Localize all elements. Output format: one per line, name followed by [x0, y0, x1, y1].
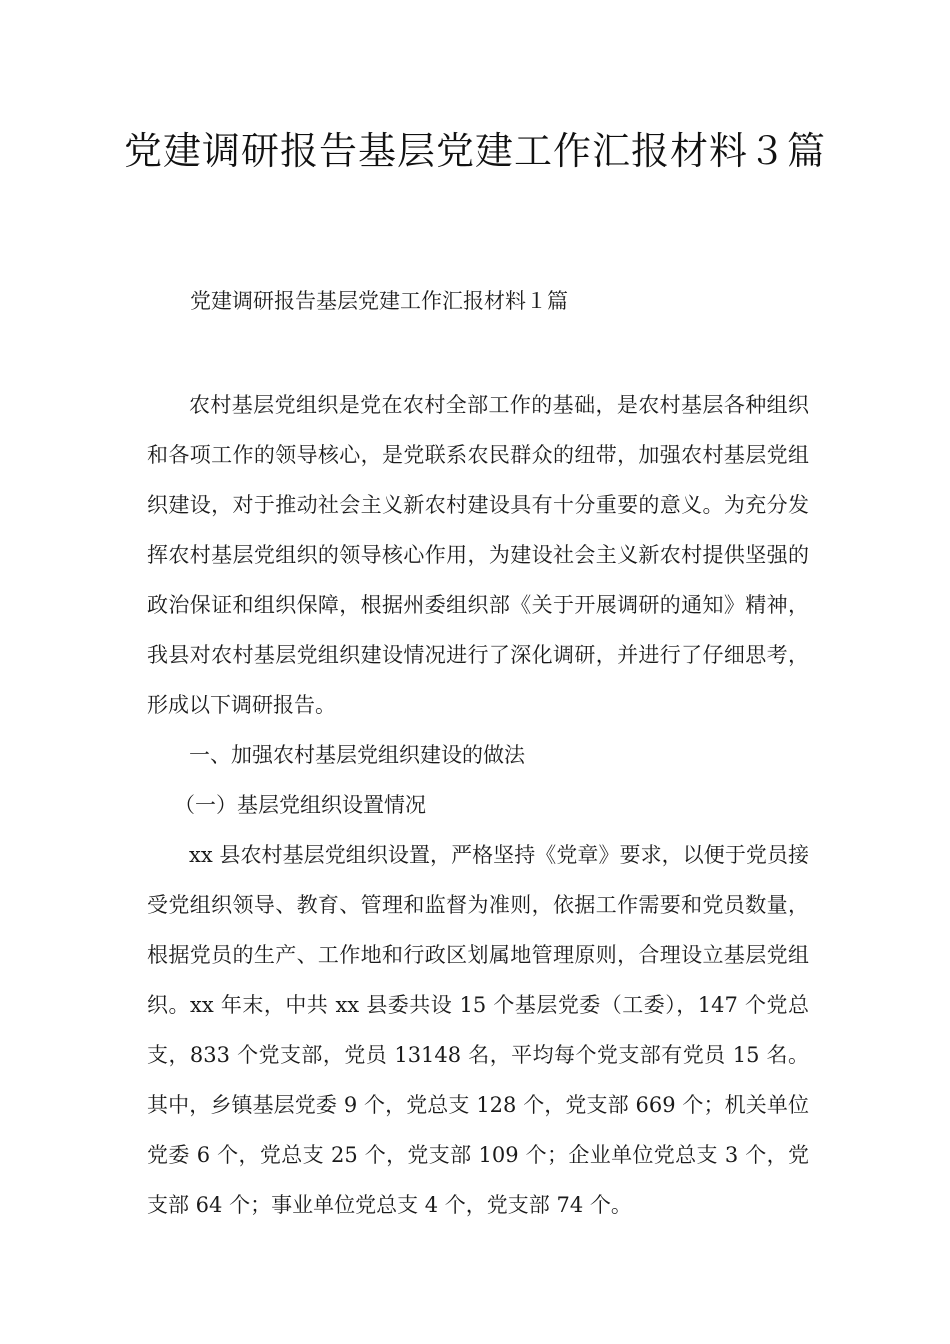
- body-paragraph-intro: 农村基层党组织是党在农村全部工作的基础，是农村基层各种组织和各项工作的领导核心，是党联系农民群众的纽带，加强农村基层党组织建设，对于推动社会主义新农村建设具有十分重要的意义。为充分发挥农村基层党组织的领导核心作用，为建设社会主义新农村提供坚强的政治保证和组织保障，根据州委组织部《关于开展调研的通知》精神，我县对农村基层党组织建设情况进行了深化调研，并进行了仔细思考，形成以下调研报告。: [147, 393, 809, 717]
- subsection-heading: （一）基层党组织设置情况: [174, 793, 426, 817]
- section-heading: 一、加强农村基层党组织建设的做法: [189, 743, 525, 767]
- document-subtitle: 党建调研报告基层党建工作汇报材料１篇: [190, 289, 568, 313]
- document-title: 党建调研报告基层党建工作汇报材料３篇: [123, 129, 826, 173]
- document-body: [147, 380, 809, 1230]
- body-paragraph-setup: xx 县农村基层党组织设置，严格坚持《党章》要求，以便于党员接受党组织领导、教育、管理和监督为准则，依据工作需要和党员数量，根据党员的生产、工作地和行政区划属地管理原则，合理设立基层党组织。xx 年末，中共 xx 县委共设 15 个基层党委（工委），147 个党总支，833 个党支部，党员 13148 名，平均每个党支部有党员 15 名。其中，乡镇基层党委 9 个，党总支 128 个，党支部 669 个；机关单位党委 6 个，党总支 25 个，党支部 109 个；企业单位党总支 3 个，党支部 64 个；事业单位党总支 4 个，党支部 74 个。: [147, 843, 809, 1217]
